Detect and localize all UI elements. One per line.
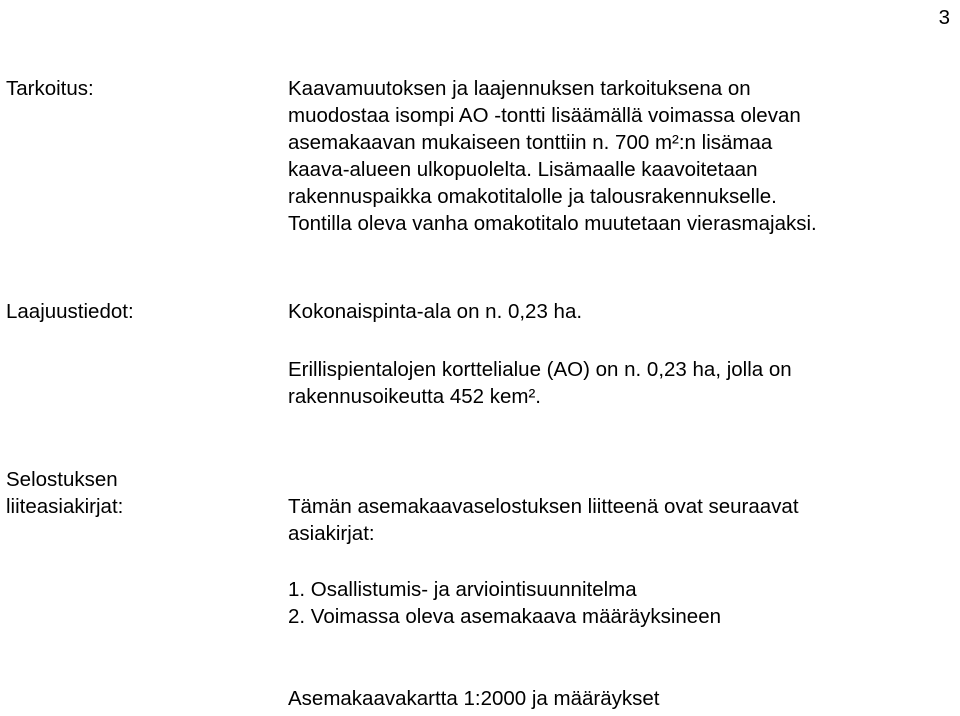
page-number: 3 <box>938 6 950 29</box>
paragraph-line: asemakaavan mukaiseen tonttiin n. 700 m²:n lisämaa <box>288 131 773 154</box>
paragraph-line: rakennusoikeutta 452 kem². <box>288 385 541 408</box>
paragraph-line: asiakirjat: <box>288 522 375 545</box>
section-body-tarkoitus <box>288 75 817 237</box>
paragraph-line: Erillispientalojen korttelialue (AO) on n. 0,23 ha, jolla on <box>288 358 792 381</box>
label-line: Selostuksen <box>6 468 118 491</box>
list-item: 2. Voimassa oleva asemakaava määräyksineen <box>288 605 722 628</box>
paragraph-line: muodostaa isompi AO -tontti lisäämällä voimassa olevan <box>288 104 801 127</box>
label-line: liiteasiakirjat: <box>6 495 124 518</box>
section-label-tarkoitus: Tarkoitus: <box>6 77 94 100</box>
ao-area-text <box>288 356 792 410</box>
section-label-liiteasiakirjat <box>6 466 123 520</box>
list-item: 1. Osallistumis- ja arviointisuunnitelma <box>288 578 637 601</box>
paragraph-line: Tontilla oleva vanha omakotitalo muutetaan vierasmajaksi. <box>288 212 817 235</box>
attachments-intro <box>288 493 799 547</box>
paragraph-line: rakennuspaikka omakotitalolle ja talousrakennukselle. <box>288 185 777 208</box>
attachments-list <box>288 576 721 630</box>
paragraph-line: kaava-alueen ulkopuolelta. Lisämaalle kaavoitetaan <box>288 158 758 181</box>
paragraph-line: Tämän asemakaavaselostuksen liitteenä ovat seuraavat <box>288 495 799 518</box>
paragraph-line: Kaavamuutoksen ja laajennuksen tarkoituksena on <box>288 77 751 100</box>
attachment-map-text: Asemakaavakartta 1:2000 ja määräykset <box>288 687 660 710</box>
total-area-text: Kokonaispinta-ala on n. 0,23 ha. <box>288 300 583 323</box>
section-label-laajuustiedot: Laajuustiedot: <box>6 300 134 323</box>
